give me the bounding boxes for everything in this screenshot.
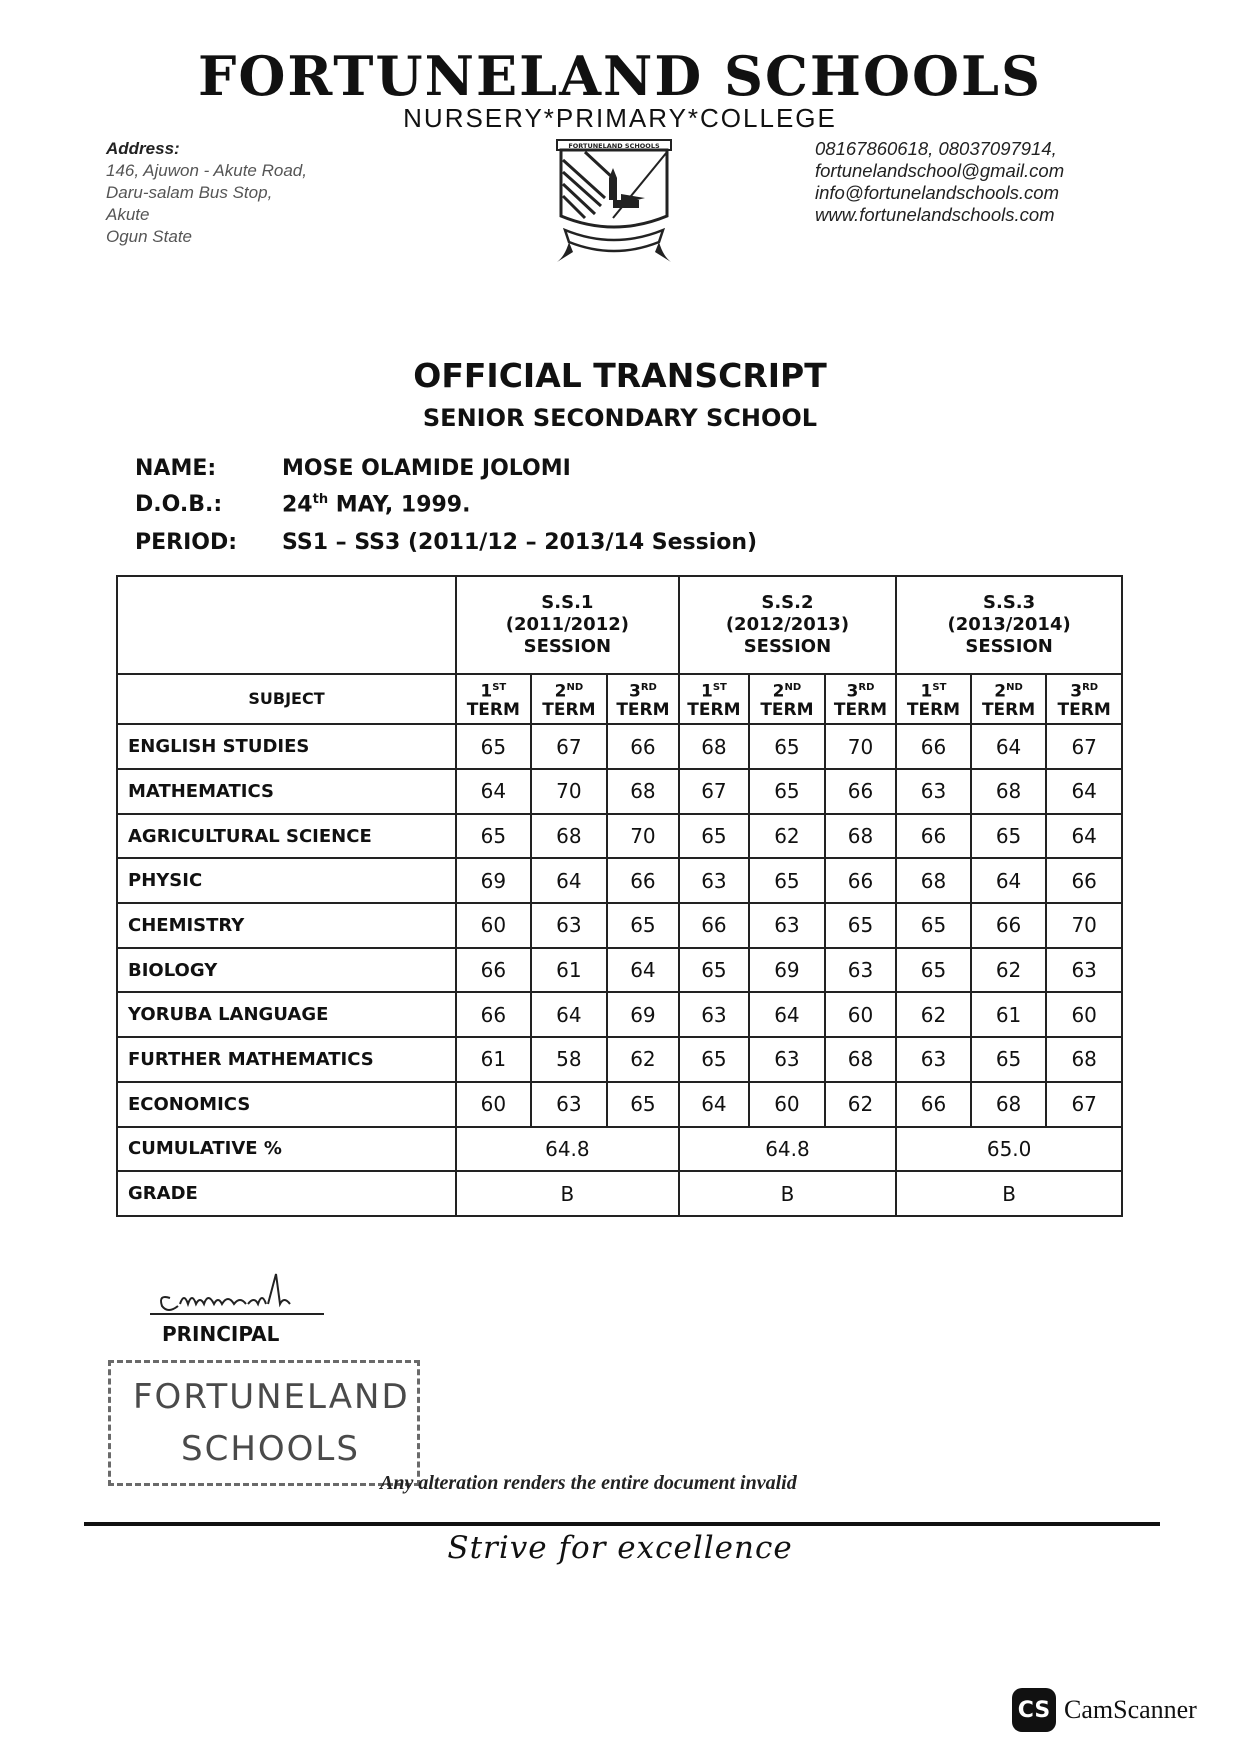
term-ordinal: ND <box>1006 682 1023 694</box>
score-cell: 58 <box>531 1037 608 1082</box>
score-cell: 63 <box>531 1082 608 1127</box>
term-word: TERM <box>1057 699 1111 720</box>
score-cell: 66 <box>896 814 971 859</box>
score-cell: 60 <box>749 1082 825 1127</box>
term-number: 1 <box>920 681 933 702</box>
student-period-row <box>135 530 757 555</box>
term-number: 2 <box>554 681 567 702</box>
term-number: 3 <box>846 681 859 702</box>
score-cell: 67 <box>1046 1082 1122 1127</box>
term-word: TERM <box>542 699 596 720</box>
dob-day: 24 <box>282 492 313 518</box>
address-line: Daru-salam Bus Stop, <box>106 183 273 202</box>
term-word: TERM <box>981 699 1036 720</box>
score-cell: 66 <box>971 903 1047 948</box>
grade-value: B <box>456 1171 679 1216</box>
school-contacts <box>815 138 1064 226</box>
subject-name: MATHEMATICS <box>117 769 456 814</box>
table-row <box>117 769 1122 814</box>
score-cell: 70 <box>531 769 608 814</box>
name-label: NAME: <box>135 456 217 481</box>
term-ordinal: RD <box>640 682 657 694</box>
term-header <box>679 674 749 725</box>
score-cell: 68 <box>971 769 1047 814</box>
score-cell: 60 <box>1046 992 1122 1037</box>
score-cell: 68 <box>971 1082 1047 1127</box>
score-cell: 63 <box>896 769 971 814</box>
term-ordinal: ST <box>932 682 947 694</box>
document-subtitle: SENIOR SECONDARY SCHOOL <box>422 404 818 432</box>
disclaimer-text: Any alteration renders the entire document invalid <box>380 1472 797 1494</box>
score-cell: 60 <box>825 992 897 1037</box>
address-line: 146, Ajuwon - Akute Road, <box>106 161 307 180</box>
subject-name: CHEMISTRY <box>117 903 456 948</box>
score-cell: 68 <box>825 1037 897 1082</box>
term-header <box>456 674 531 725</box>
camscanner-text: CamScanner <box>1064 1695 1197 1724</box>
score-cell: 62 <box>607 1037 679 1082</box>
grade-row <box>117 1171 1122 1216</box>
score-cell: 66 <box>896 1082 971 1127</box>
term-ordinal: RD <box>1082 682 1099 694</box>
cumulative-value: 65.0 <box>896 1127 1122 1172</box>
session-header-ss2 <box>679 576 897 674</box>
grade-value: B <box>679 1171 897 1216</box>
term-header <box>1046 674 1122 725</box>
score-cell: 63 <box>1046 948 1122 993</box>
stamp-line: FORTUNELAND <box>133 1377 410 1417</box>
student-dob-row <box>135 492 470 517</box>
score-cell: 64 <box>607 948 679 993</box>
score-cell: 69 <box>607 992 679 1037</box>
score-cell: 61 <box>971 992 1047 1037</box>
score-cell: 62 <box>896 992 971 1037</box>
session-label: SESSION <box>523 635 612 657</box>
score-cell: 68 <box>679 724 749 769</box>
student-name: MOSE OLAMIDE JOLOMI <box>282 456 571 481</box>
score-cell: 67 <box>1046 724 1122 769</box>
score-cell: 63 <box>531 903 608 948</box>
school-crest-logo <box>555 138 673 268</box>
score-cell: 64 <box>679 1082 749 1127</box>
session-name: S.S.2 <box>761 591 814 613</box>
school-stamp <box>108 1360 420 1486</box>
dob-label: D.O.B.: <box>135 492 223 518</box>
score-cell: 64 <box>971 858 1047 903</box>
score-cell: 67 <box>531 724 608 769</box>
score-cell: 70 <box>825 724 897 769</box>
score-cell: 65 <box>896 948 971 993</box>
score-cell: 65 <box>896 903 971 948</box>
subject-name: AGRICULTURAL SCIENCE <box>117 814 456 859</box>
footer-divider <box>84 1522 1160 1526</box>
score-cell: 65 <box>749 858 825 903</box>
score-cell: 65 <box>749 724 825 769</box>
score-cell: 65 <box>679 814 749 859</box>
subject-column-header: SUBJECT <box>117 674 456 725</box>
term-number: 2 <box>772 681 785 702</box>
dob-month-year: MAY, 1999. <box>328 492 471 518</box>
cumulative-label: CUMULATIVE % <box>117 1127 456 1172</box>
score-cell: 69 <box>456 858 531 903</box>
grade-value: B <box>896 1171 1122 1216</box>
table-row <box>117 1037 1122 1082</box>
score-cell: 62 <box>825 1082 897 1127</box>
phone-numbers: 08167860618, 08037097914, <box>815 138 1057 159</box>
session-header-row <box>117 576 1122 674</box>
score-cell: 61 <box>456 1037 531 1082</box>
term-header <box>749 674 825 725</box>
term-ordinal: ND <box>566 682 584 694</box>
term-header-row <box>117 674 1122 725</box>
stamp-line: SCHOOLS <box>181 1429 360 1469</box>
email-address: fortunelandschool@gmail.com <box>815 160 1065 181</box>
svg-text:FORTUNELAND SCHOOLS: FORTUNELAND SCHOOLS <box>568 142 660 150</box>
score-cell: 69 <box>749 948 825 993</box>
score-cell: 63 <box>749 903 825 948</box>
session-name: S.S.1 <box>541 591 594 613</box>
score-cell: 65 <box>607 1082 679 1127</box>
dob-ordinal: th <box>312 492 329 507</box>
score-cell: 65 <box>971 1037 1047 1082</box>
term-number: 3 <box>629 681 641 702</box>
session-header-ss1 <box>456 576 679 674</box>
term-ordinal: ST <box>712 682 727 694</box>
cumulative-row <box>117 1127 1122 1172</box>
cumulative-value: 64.8 <box>679 1127 897 1172</box>
table-row <box>117 948 1122 993</box>
score-cell: 68 <box>607 769 679 814</box>
transcript-table <box>116 575 1123 1217</box>
score-cell: 66 <box>1046 858 1122 903</box>
score-cell: 70 <box>1046 903 1122 948</box>
term-number: 3 <box>1070 681 1083 702</box>
score-cell: 65 <box>679 948 749 993</box>
term-ordinal: ST <box>492 682 507 694</box>
score-cell: 70 <box>607 814 679 859</box>
address-line: Akute <box>106 205 150 224</box>
score-cell: 65 <box>456 814 531 859</box>
term-word: TERM <box>833 699 888 720</box>
score-cell: 65 <box>749 769 825 814</box>
table-row <box>117 1082 1122 1127</box>
score-cell: 68 <box>896 858 971 903</box>
score-cell: 68 <box>1046 1037 1122 1082</box>
score-cell: 64 <box>1046 814 1122 859</box>
term-header <box>531 674 608 725</box>
study-period: SS1 – SS3 (2011/12 – 2013/14 Session) <box>282 530 758 555</box>
score-cell: 66 <box>825 769 897 814</box>
term-word: TERM <box>906 699 961 720</box>
score-cell: 66 <box>607 724 679 769</box>
principal-signature <box>148 1268 328 1320</box>
term-number: 2 <box>994 681 1007 702</box>
term-number: 1 <box>480 681 493 702</box>
subject-name: YORUBA LANGUAGE <box>117 992 456 1037</box>
term-word: TERM <box>466 699 520 720</box>
table-row <box>117 814 1122 859</box>
document-title: OFFICIAL TRANSCRIPT <box>413 356 827 395</box>
score-cell: 60 <box>456 1082 531 1127</box>
score-cell: 66 <box>679 903 749 948</box>
session-label: SESSION <box>965 635 1053 657</box>
table-row <box>117 724 1122 769</box>
camscanner-watermark <box>1012 1688 1197 1732</box>
session-years: (2012/2013) <box>725 613 850 635</box>
table-row <box>117 858 1122 903</box>
score-cell: 65 <box>456 724 531 769</box>
cumulative-value: 64.8 <box>456 1127 679 1172</box>
session-header-ss3 <box>896 576 1122 674</box>
score-cell: 66 <box>607 858 679 903</box>
score-cell: 64 <box>531 858 608 903</box>
subject-name: ENGLISH STUDIES <box>117 724 456 769</box>
score-cell: 68 <box>825 814 897 859</box>
subject-name: ECONOMICS <box>117 1082 456 1127</box>
score-cell: 63 <box>679 858 749 903</box>
subject-name: BIOLOGY <box>117 948 456 993</box>
session-years: (2013/2014) <box>947 613 1071 635</box>
score-cell: 63 <box>896 1037 971 1082</box>
term-word: TERM <box>760 699 814 720</box>
email-address: info@fortunelandschools.com <box>815 182 1059 203</box>
period-label: PERIOD: <box>135 530 238 555</box>
session-years: (2011/2012) <box>505 613 629 635</box>
camscanner-icon: CS <box>1012 1688 1056 1732</box>
table-row <box>117 992 1122 1037</box>
score-cell: 64 <box>749 992 825 1037</box>
score-cell: 66 <box>456 992 531 1037</box>
term-header <box>607 674 679 725</box>
score-cell: 66 <box>825 858 897 903</box>
address-label: Address: <box>106 139 180 158</box>
score-rows <box>117 724 1122 1126</box>
student-name-row <box>135 456 571 481</box>
score-cell: 65 <box>679 1037 749 1082</box>
score-cell: 63 <box>749 1037 825 1082</box>
term-header <box>825 674 897 725</box>
score-cell: 62 <box>971 948 1047 993</box>
score-cell: 64 <box>971 724 1047 769</box>
session-label: SESSION <box>743 635 832 657</box>
school-motto: Strive for excellence <box>447 1530 793 1566</box>
score-cell: 65 <box>825 903 897 948</box>
score-cell: 62 <box>749 814 825 859</box>
score-cell: 61 <box>531 948 608 993</box>
score-cell: 63 <box>679 992 749 1037</box>
term-word: TERM <box>616 699 670 720</box>
score-cell: 64 <box>456 769 531 814</box>
score-cell: 64 <box>531 992 608 1037</box>
term-ordinal: ND <box>784 682 802 694</box>
subject-name: FURTHER MATHEMATICS <box>117 1037 456 1082</box>
subject-name: PHYSIC <box>117 858 456 903</box>
website: www.fortunelandschools.com <box>815 204 1055 225</box>
grade-label: GRADE <box>117 1171 456 1216</box>
term-ordinal: RD <box>858 682 875 694</box>
score-cell: 63 <box>825 948 897 993</box>
session-name: S.S.3 <box>983 591 1036 613</box>
term-header <box>896 674 971 725</box>
score-cell: 65 <box>607 903 679 948</box>
address-line: Ogun State <box>106 227 193 246</box>
school-address <box>106 138 307 248</box>
score-cell: 65 <box>971 814 1047 859</box>
term-word: TERM <box>687 699 741 720</box>
score-cell: 60 <box>456 903 531 948</box>
blank-header-cell <box>117 576 456 674</box>
table-row <box>117 903 1122 948</box>
term-header <box>971 674 1047 725</box>
score-cell: 67 <box>679 769 749 814</box>
principal-label: PRINCIPAL <box>162 1322 280 1346</box>
school-name: FORTUNELAND SCHOOLS <box>198 44 1042 108</box>
school-subtitle: NURSERY*PRIMARY*COLLEGE <box>403 103 837 133</box>
score-cell: 64 <box>1046 769 1122 814</box>
score-cell: 66 <box>456 948 531 993</box>
term-number: 1 <box>700 681 713 702</box>
score-cell: 66 <box>896 724 971 769</box>
score-cell: 68 <box>531 814 608 859</box>
